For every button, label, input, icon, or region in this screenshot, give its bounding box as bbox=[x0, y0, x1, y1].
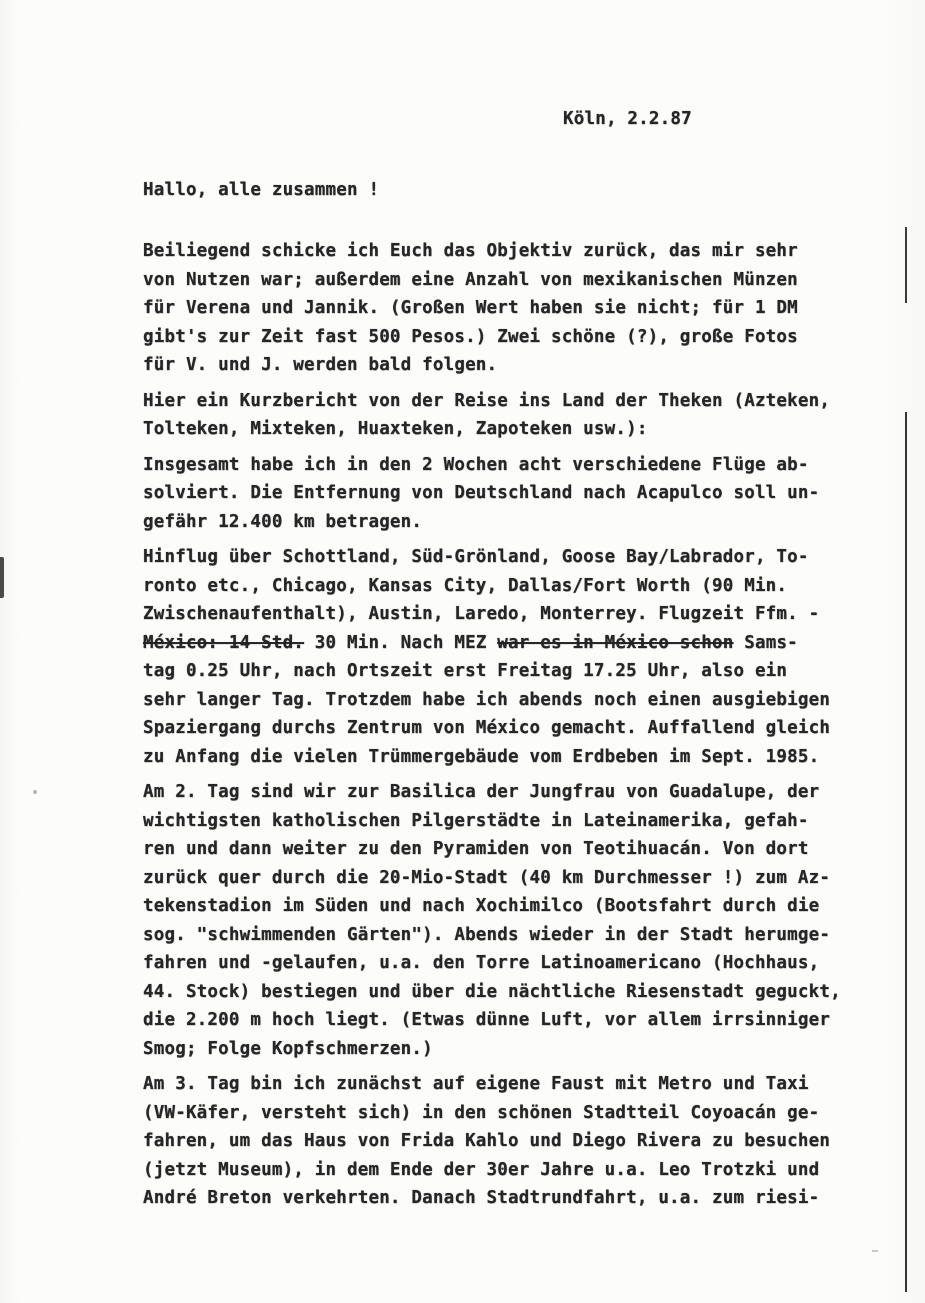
letter-text: gefähr 12.400 km betragen. bbox=[143, 511, 423, 532]
letter-text: fahren und -gelaufen, u.a. den Torre Latinoamericano (Hochhaus, bbox=[143, 953, 820, 973]
letter-line bbox=[143, 508, 853, 537]
letter-line bbox=[143, 864, 853, 893]
letter-line bbox=[143, 778, 853, 807]
letter-line bbox=[143, 835, 853, 864]
scan-border-right-top-segment bbox=[905, 227, 907, 303]
letter-text: gibt's zur Zeit fast 500 Pesos.) Zwei schöne (?), große Fotos bbox=[143, 326, 798, 347]
letter-text: für Verena und Jannik. (Großen Wert haben sie nicht; für 1 DM bbox=[143, 298, 798, 318]
letter-line bbox=[143, 1156, 853, 1185]
letter-text: wichtigsten katholischen Pilgerstädte in Lateinamerika, gefah- bbox=[143, 810, 809, 831]
letter-line bbox=[143, 686, 853, 715]
letter-text: Insgesamt habe ich in den 2 Wochen acht verschiedene Flüge ab- bbox=[143, 454, 809, 475]
letter-line bbox=[143, 543, 853, 572]
strikethrough-text: México: 14 Std. bbox=[143, 632, 305, 653]
letter-line bbox=[143, 294, 853, 323]
letter-line bbox=[143, 807, 853, 836]
letter-text: ren und dann weiter zu den Pyramiden von Teotihuacán. Von dort bbox=[143, 839, 809, 859]
letter-text: Beiliegend schicke ich Euch das Objektiv zurück, das mir sehr bbox=[143, 241, 798, 261]
letter-line bbox=[143, 1035, 853, 1064]
letter-text: Tolteken, Mixteken, Huaxteken, Zapoteken usw.): bbox=[143, 419, 648, 439]
letter-text: für V. und J. werden bald folgen. bbox=[143, 355, 498, 375]
scan-speck-bottom-right bbox=[872, 1250, 878, 1252]
letter-line bbox=[143, 1099, 853, 1128]
letter-line bbox=[143, 743, 853, 772]
letter-text: solviert. Die Entfernung von Deutschland nach Acapulco soll un- bbox=[143, 483, 820, 503]
scan-mark-left-edge bbox=[0, 557, 4, 598]
letter-paragraph bbox=[143, 237, 853, 380]
letter-text: zu Anfang die vielen Trümmergebäude vom Erdbeben im Sept. 1985. bbox=[143, 746, 820, 767]
letter-text: ronto etc., Chicago, Kansas City, Dallas/Fort Worth (90 Min. bbox=[143, 575, 788, 596]
letter-line bbox=[143, 451, 853, 480]
letter-greeting: Hallo, alle zusammen ! bbox=[143, 180, 380, 200]
letter-text: tekenstadion im Süden und nach Xochimilco (Bootsfahrt durch die bbox=[143, 896, 820, 916]
letter-line bbox=[143, 572, 853, 601]
letter-line bbox=[143, 629, 853, 658]
letter-paragraph bbox=[143, 451, 853, 537]
letter-text: Smog; Folge Kopfschmerzen.) bbox=[143, 1038, 433, 1059]
letter-line bbox=[143, 714, 853, 743]
letter-text: Zwischenaufenthalt), Austin, Laredo, Monterrey. Flugzeit Ffm. - bbox=[143, 604, 820, 624]
letter-text: tag 0.25 Uhr, nach Ortszeit erst Freitag 17.25 Uhr, also ein bbox=[143, 661, 788, 681]
letter-text: sehr langer Tag. Trotzdem habe ich abends noch einen ausgiebigen bbox=[143, 689, 831, 710]
letter-text: Sams- bbox=[733, 632, 798, 653]
letter-line bbox=[143, 1184, 853, 1213]
letter-line bbox=[143, 479, 853, 508]
letter-line bbox=[143, 921, 853, 950]
letter-text: (VW-Käfer, versteht sich) in den schönen Stadtteil Coyoacán ge- bbox=[143, 1102, 820, 1123]
letter-line bbox=[143, 949, 853, 978]
letter-text: zurück quer durch die 20-Mio-Stadt (40 km Durchmesser !) zum Az- bbox=[143, 867, 831, 888]
letter-line bbox=[143, 323, 853, 352]
letter-text: 30 Min. Nach MEZ bbox=[304, 632, 498, 653]
letter-paragraph bbox=[143, 387, 853, 444]
letter-date: Köln, 2.2.87 bbox=[563, 109, 692, 129]
letter-paragraph bbox=[143, 543, 853, 771]
letter-text: (jetzt Museum), in dem Ende der 30er Jahre u.a. Leo Trotzki und bbox=[143, 1159, 820, 1180]
letter-line bbox=[143, 266, 853, 295]
letter-line bbox=[143, 600, 853, 629]
scan-speck-margin bbox=[33, 790, 37, 794]
letter-line bbox=[143, 237, 853, 266]
letter-text: 44. Stock) bestiegen und über die nächtliche Riesenstadt geguckt, bbox=[143, 981, 841, 1002]
letter-line bbox=[143, 1127, 853, 1156]
letter-text: Hier ein Kurzbericht von der Reise ins Land der Theken (Azteken, bbox=[143, 390, 831, 411]
letter-line bbox=[143, 892, 853, 921]
letter-line bbox=[143, 1070, 853, 1099]
letter-line bbox=[143, 978, 853, 1007]
letter-text: fahren, um das Haus von Frida Kahlo und Diego Rivera zu besuchen bbox=[143, 1131, 831, 1151]
letter-text: Am 2. Tag sind wir zur Basilica der Jungfrau von Guadalupe, der bbox=[143, 782, 820, 802]
letter-text: André Breton verkehrten. Danach Stadtrundfahrt, u.a. zum riesi- bbox=[143, 1188, 820, 1208]
letter-body bbox=[143, 237, 853, 1220]
letter-line bbox=[143, 415, 853, 444]
letter-line bbox=[143, 1006, 853, 1035]
letter-text: von Nutzen war; außerdem eine Anzahl von mexikanischen Münzen bbox=[143, 269, 798, 290]
letter-line bbox=[143, 387, 853, 416]
strikethrough-text: war es in México schon bbox=[497, 632, 734, 653]
letter-text: sog. "schwimmenden Gärten"). Abends wieder in der Stadt herumge- bbox=[143, 924, 831, 945]
letter-paragraph bbox=[143, 1070, 853, 1213]
letter-text: die 2.200 m hoch liegt. (Etwas dünne Luft, vor allem irrsinniger bbox=[143, 1010, 831, 1030]
letter-line bbox=[143, 351, 853, 380]
scan-border-right-main-segment bbox=[905, 412, 907, 1292]
letter-text: Hinflug über Schottland, Süd-Grönland, Goose Bay/Labrador, To- bbox=[143, 547, 809, 567]
letter-text: Am 3. Tag bin ich zunächst auf eigene Faust mit Metro und Taxi bbox=[143, 1074, 809, 1094]
letter-paragraph bbox=[143, 778, 853, 1063]
letter-text: Spaziergang durchs Zentrum von México gemacht. Auffallend gleich bbox=[143, 718, 831, 738]
letter-line bbox=[143, 657, 853, 686]
